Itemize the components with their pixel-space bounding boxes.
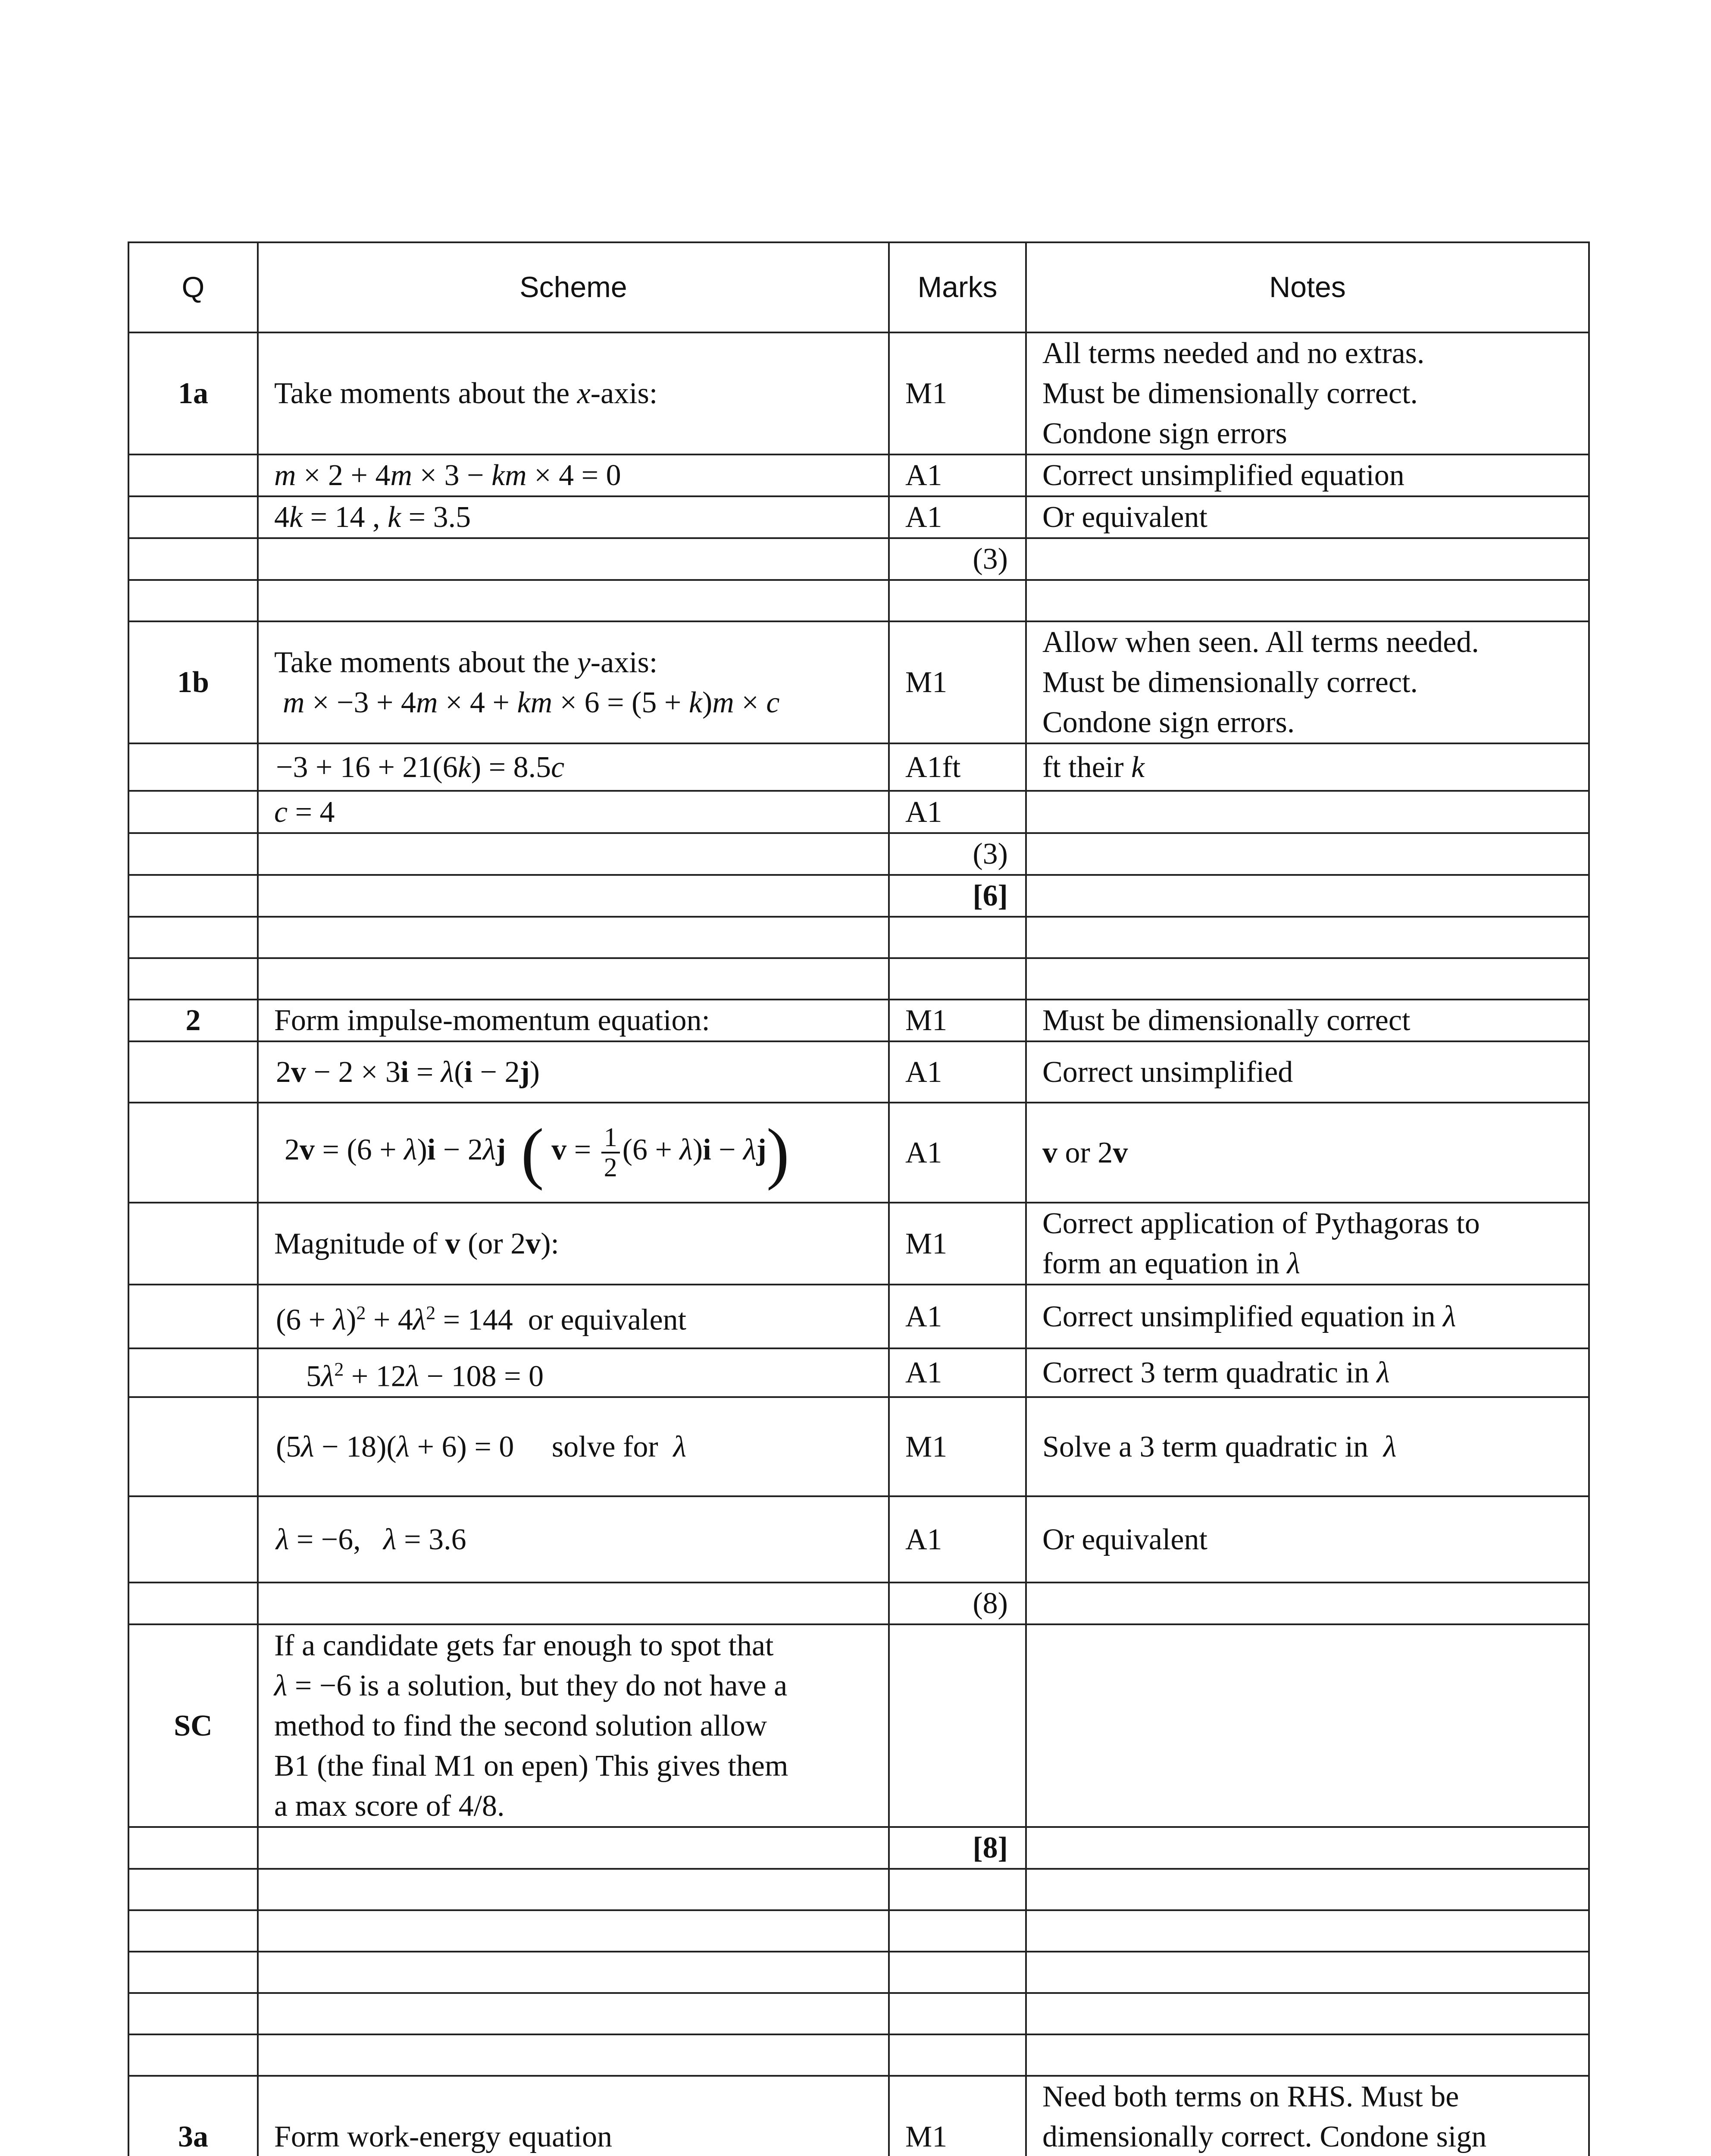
table-row (128, 1496, 1589, 1583)
table-row (128, 1041, 1589, 1103)
table-row (128, 791, 1589, 833)
notes-cell: Or equivalent (1026, 496, 1589, 538)
scheme-cell: $(6 + \lambda)^2 + 4\lambda^2 = 144$ or equivalent (258, 1285, 889, 1348)
table-row (128, 580, 1589, 621)
table-row (128, 1827, 1589, 1869)
table-row (128, 1952, 1589, 1993)
notes-cell: All terms needed and no extras. Must be dimensionally correct. Condone sign errors (1026, 332, 1589, 454)
marks-cell: A1 (889, 454, 1026, 496)
scheme-cell: Take moments about the y-axis: m × −3 + 4m × 4 + km × 6 = (5 + k)m × c (258, 621, 889, 743)
notes-cell: Must be dimensionally correct (1026, 1000, 1589, 1041)
header-marks: Marks (889, 242, 1026, 332)
scheme-cell: m × 2 + 4m × 3 − km × 4 = 0 (258, 454, 889, 496)
scheme-cell: $5\lambda^2 + 12\lambda - 108 = 0$ (258, 1348, 889, 1397)
marks-cell: M1 (889, 1203, 1026, 1285)
question-label: SC (128, 1624, 258, 1827)
mark-scheme-table (128, 241, 1590, 2156)
table-row (128, 1993, 1589, 2034)
table-row (128, 1869, 1589, 1910)
table-row (128, 958, 1589, 1000)
scheme-cell: If a candidate gets far enough to spot that λ = −6 is a solution, but they do not have a method to find the second solution allow B1 (the final M1 on epen) This gives them a max score of 4/8. (258, 1624, 889, 1827)
scheme-cell: Magnitude of v (or 2v): (258, 1203, 889, 1285)
scheme-cell: Take moments about the x-axis: (258, 332, 889, 454)
table-row (128, 1397, 1589, 1496)
notes-cell: Allow when seen. All terms needed. Must be dimensionally correct. Condone sign errors. (1026, 621, 1589, 743)
marks-cell: M1 (889, 621, 1026, 743)
notes-cell: ft their k (1026, 743, 1589, 791)
notes-cell: Correct 3 term quadratic in λ (1026, 1348, 1589, 1397)
question-label: 2 (128, 1000, 258, 1041)
marks-cell: A1 (889, 1348, 1026, 1397)
question-label: 1b (128, 621, 258, 743)
marks-subtotal: (8) (889, 1583, 1026, 1624)
notes-cell: Correct unsimplified equation (1026, 454, 1589, 496)
question-label: 1a (128, 332, 258, 454)
marks-cell: M1 (889, 2076, 1026, 2156)
table-row (128, 1583, 1589, 1624)
scheme-cell: Form impulse-momentum equation: (258, 1000, 889, 1041)
scheme-cell: λ = −6, λ = 3.6 (258, 1496, 889, 1583)
table-row (128, 2076, 1589, 2156)
marks-cell: A1 (889, 496, 1026, 538)
marks-cell: A1 (889, 1103, 1026, 1203)
marks-cell: A1 (889, 791, 1026, 833)
table-row (128, 1624, 1589, 1827)
table-row (128, 454, 1589, 496)
table-row (128, 917, 1589, 958)
notes-cell: Solve a 3 term quadratic in λ (1026, 1397, 1589, 1496)
scheme-cell: −3 + 16 + 21(6k) = 8.5c (258, 743, 889, 791)
table-row (128, 875, 1589, 917)
notes-cell: Correct application of Pythagoras to form an equation in λ (1026, 1203, 1589, 1285)
marks-cell: A1ft (889, 743, 1026, 791)
marks-cell: A1 (889, 1041, 1026, 1103)
scheme-cell: c = 4 (258, 791, 889, 833)
header-row (128, 242, 1589, 332)
scheme-cell: 4k = 14 , k = 3.5 (258, 496, 889, 538)
notes-cell: v or 2v (1026, 1103, 1589, 1203)
table-row (128, 1000, 1589, 1041)
marks-subtotal: (3) (889, 538, 1026, 580)
scheme-cell: (5λ − 18)(λ + 6) = 0 solve for λ (258, 1397, 889, 1496)
notes-cell: Need both terms on RHS. Must be dimensionally correct. Condone sign (1026, 2076, 1589, 2156)
marks-cell: M1 (889, 1000, 1026, 1041)
marks-cell: M1 (889, 1397, 1026, 1496)
header-scheme: Scheme (258, 242, 889, 332)
marks-total: [6] (889, 875, 1026, 917)
scheme-cell: 2v − 2 × 3i = λ(i − 2j) (258, 1041, 889, 1103)
marks-cell: A1 (889, 1496, 1026, 1583)
notes-cell: Or equivalent (1026, 1496, 1589, 1583)
marks-cell: M1 (889, 332, 1026, 454)
table-row (128, 2034, 1589, 2076)
table-row (128, 496, 1589, 538)
header-notes: Notes (1026, 242, 1589, 332)
scheme-cell: 2v = (6 + λ)i − 2λj ( v = $\frac{1}{2}$ (6 + λ)i − λj) (258, 1103, 889, 1203)
marks-subtotal: (3) (889, 833, 1026, 875)
notes-cell: Correct unsimplified equation in λ (1026, 1285, 1589, 1348)
marks-cell: A1 (889, 1285, 1026, 1348)
table-row (128, 1910, 1589, 1952)
question-label: 3a (128, 2076, 258, 2156)
table-row (128, 1103, 1589, 1203)
table-row (128, 538, 1589, 580)
table-row (128, 332, 1589, 454)
marks-total: [8] (889, 1827, 1026, 1869)
table-row (128, 833, 1589, 875)
table-row (128, 621, 1589, 743)
table-row (128, 1348, 1589, 1397)
scheme-cell: Form work-energy equation (258, 2076, 889, 2156)
header-q: Q (128, 242, 258, 332)
table-row (128, 1285, 1589, 1348)
notes-cell: Correct unsimplified (1026, 1041, 1589, 1103)
table-row (128, 743, 1589, 791)
table-row (128, 1203, 1589, 1285)
